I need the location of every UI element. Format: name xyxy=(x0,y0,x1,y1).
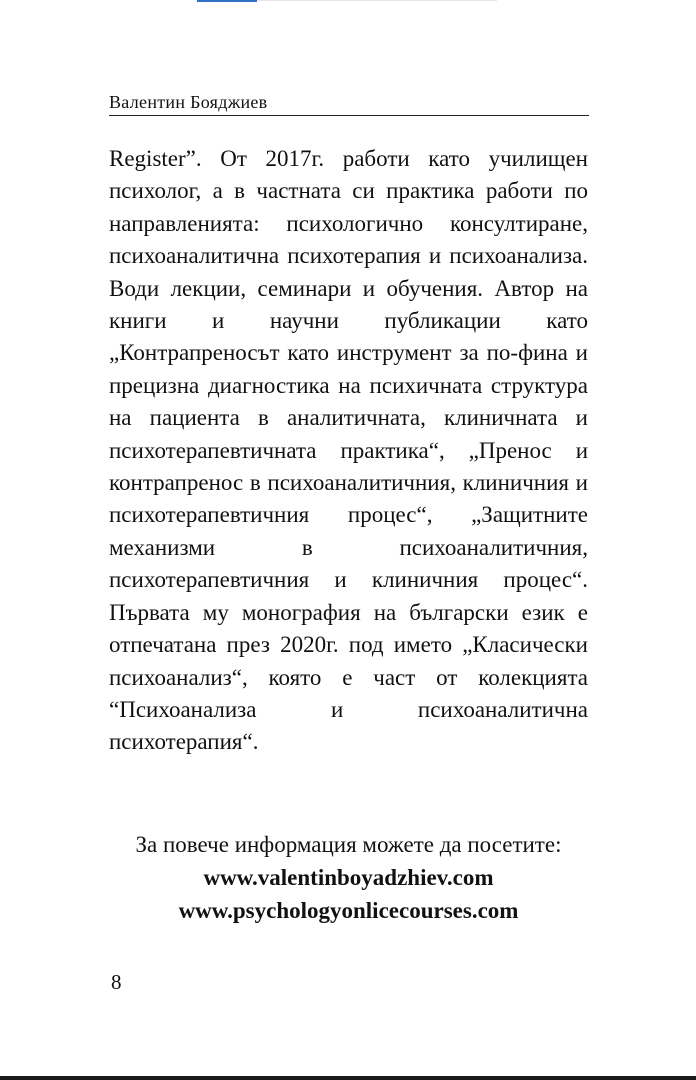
info-block xyxy=(109,828,588,927)
paragraph: Register”. От 2017г. работи като училищен психолог, а в частната си практика работи по направленията: психологично консултиране, психоаналитична психотерапия и психоанализа. Води лекции, семинари и обучения. Автор на книги и научни публикации като „Контрапреносът като инструмент за по-фина и прецизна диагностика на психичната структура на пациента в аналитичната, клиничната и психотерапевтичната практика“, „Пренос и контрапренос в психоаналитичния, клиничния и психотерапевтичния процес“, „Защитните механизми в психоаналитичния, психотерапевтичния и клиничния процес“. Първата му монография на български език е отпечатана през 2020г. под името „Класически психоанализ“, която е част от колекцията “Психоанализа и психоаналитична психотерапия“. xyxy=(109,146,588,755)
running-head-author: Валентин Бояджиев xyxy=(109,92,268,112)
info-intro: За повече информация можете да посетите: xyxy=(135,832,562,857)
website-link-1[interactable]: www.valentinboyadzhiev.com xyxy=(203,865,494,890)
page-header xyxy=(109,90,589,116)
body-text xyxy=(109,143,588,759)
bottom-divider xyxy=(0,1076,696,1080)
page-number: 8 xyxy=(111,970,122,994)
website-link-2[interactable]: www.psychologyonlicecourses.com xyxy=(178,898,519,923)
reader-progress-fill xyxy=(197,0,257,2)
